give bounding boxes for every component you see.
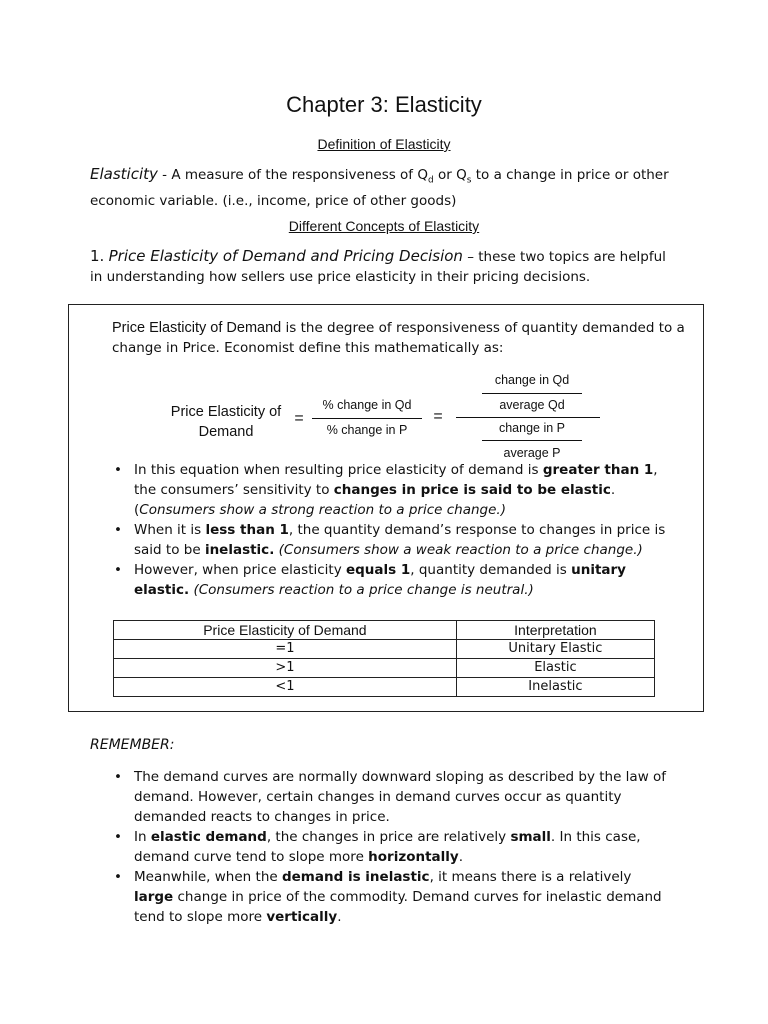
table-row	[114, 640, 655, 659]
formula-equals-1: =	[294, 410, 304, 427]
table-header: Price Elasticity of Demand	[114, 621, 457, 640]
page-title: Chapter 3: Elasticity	[286, 92, 482, 117]
bullet-text: change in price of the commodity. Demand curves for inelastic demand tend to slope more	[134, 889, 662, 925]
table-cell: <1	[114, 678, 457, 697]
point-1-number: 1.	[90, 247, 105, 265]
bullet-text: In this equation when resulting price elasticity of demand is	[134, 462, 543, 478]
interpretation-table	[113, 620, 655, 697]
formula-right-num-bottom: average Qd	[499, 398, 565, 412]
table-row	[114, 678, 655, 697]
formula-right-den-bottom: average P	[503, 446, 561, 460]
bullet-bold: less than 1	[205, 522, 289, 538]
bullet-text: In	[134, 829, 151, 845]
formula-lhs-line2: Demand	[198, 424, 254, 440]
bullet-bold: horizontally	[368, 849, 459, 865]
point-1	[90, 246, 680, 287]
bullet-text: Meanwhile, when the	[134, 869, 282, 885]
table-cell: Elastic	[456, 659, 654, 678]
bullet-bold: inelastic.	[204, 542, 275, 558]
list-item: • In this equation when resulting price elasticity of demand is greater than 1, the consumers’ sensitivity to changes in price is said to be elastic. (Consumers show a strong reaction to a price change.)	[114, 462, 658, 518]
bullet-bold: changes in price is said to be elastic	[333, 482, 611, 498]
list-item: • The demand curves are normally downward sloping as described by the law of demand. However, certain changes in demand curves occur as quantity demanded reacts to changes in price.	[114, 769, 667, 825]
bullet-text: However, when price elasticity	[134, 562, 346, 578]
bullet-text: , it means there is a relatively	[429, 869, 632, 885]
remember-label: REMEMBER:	[90, 737, 175, 753]
point-1-dash: –	[462, 249, 474, 265]
formula-right-num-line	[482, 393, 582, 394]
list-item: • When it is less than 1, the quantity demand’s response to changes in price is said to be inelastic. (Consumers show a weak reaction to a price change.)	[114, 522, 666, 558]
bullet-text: . In this case, demand curve tend to slope more	[134, 829, 641, 865]
formula-denominator: % change in P	[326, 423, 408, 437]
concepts-heading: Different Concepts of Elasticity	[288, 218, 480, 234]
formula-right-num-top: change in Qd	[494, 373, 570, 387]
table-cell: Inelastic	[456, 678, 654, 697]
ped-intro-text: is the degree of responsiveness of quantity demanded to a change in Price. Economist define this mathematically as:	[112, 320, 685, 356]
table-row	[114, 659, 655, 678]
bullet-text: The demand curves are normally downward sloping as described by the law of demand. However, certain changes in demand curves occur as quantity demanded reacts to changes in price.	[134, 769, 667, 825]
bullet-bold: demand is inelastic	[281, 869, 430, 885]
definition-heading: Definition of Elasticity	[317, 136, 451, 152]
ped-bullets	[112, 460, 682, 600]
table-cell: =1	[114, 640, 457, 659]
bullet-bold: equals 1	[345, 562, 411, 578]
bullet-italic: (Consumers show a weak reaction to a price change.)	[278, 542, 643, 558]
bullet-italic: (Consumers reaction to a price change is neutral.)	[193, 582, 534, 598]
formula-lhs-line1: Price Elasticity of	[170, 404, 282, 420]
bullet-text: , the consumers’ sensitivity to	[134, 462, 658, 498]
bullet-bold: vertically	[266, 909, 338, 925]
formula-numerator: % change in Qd	[322, 398, 412, 412]
bullet-italic: Consumers show a strong reaction to a price change.)	[139, 502, 506, 518]
bullet-text: . (	[134, 482, 616, 518]
formula-fraction-line	[312, 418, 422, 419]
ped-intro	[112, 318, 692, 358]
bullet-text: .	[337, 909, 342, 925]
elasticity-formula	[152, 366, 604, 460]
ped-intro-term: Price Elasticity of Demand	[112, 320, 282, 336]
table-cell: >1	[114, 659, 457, 678]
elasticity-definition	[90, 164, 690, 211]
formula-right-den-line	[482, 440, 582, 441]
def-text-c: to a change in price or other economic variable. (i.e., income, price of other goods)	[90, 167, 669, 209]
bullet-text: When it is	[134, 522, 206, 538]
remember-bullets	[112, 767, 672, 927]
point-1-title: Price Elasticity of Demand and Pricing Decision	[108, 247, 463, 265]
list-item: • However, when price elasticity equals 1, quantity demanded is unitary elastic. (Consumers reaction to a price change is neutral.)	[114, 562, 626, 598]
table-cell: Unitary Elastic	[456, 640, 654, 659]
bullet-text: , quantity demanded is	[410, 562, 572, 578]
formula-lhs	[158, 402, 294, 442]
point-1-text: these two topics are helpful in understanding how sellers use price elasticity in their pricing decisions.	[90, 249, 666, 285]
bullet-bold: unitary elastic.	[134, 562, 626, 598]
formula-equals-2: =	[433, 408, 443, 425]
elasticity-term: Elasticity	[90, 165, 158, 183]
bullet-text: , the changes in price are relatively	[266, 829, 511, 845]
bullet-bold: small	[510, 829, 551, 845]
list-item: • Meanwhile, when the demand is inelastic, it means there is a relatively large change in price of the commodity. Demand curves for inelastic demand tend to slope more vertically.	[114, 869, 662, 925]
bullet-text: , the quantity demand’s response to changes in price is said to be	[134, 522, 666, 558]
def-text-b: or Q	[433, 167, 467, 183]
table-header: Interpretation	[456, 621, 654, 640]
table-header-row	[114, 621, 655, 640]
formula-right-main-line	[456, 417, 600, 418]
list-item: • In elastic demand, the changes in price are relatively small. In this case, demand curve tend to slope more horizontally.	[114, 829, 641, 865]
sub-d: d	[427, 175, 434, 186]
sub-s: s	[466, 175, 472, 186]
formula-right-den-top: change in P	[498, 421, 566, 435]
bullet-bold: large	[134, 889, 174, 905]
bullet-bold: elastic demand	[150, 829, 267, 845]
bullet-bold: greater than 1	[542, 462, 654, 478]
def-text-a: - A measure of the responsiveness of Q	[157, 167, 428, 183]
bullet-text: .	[458, 849, 464, 865]
